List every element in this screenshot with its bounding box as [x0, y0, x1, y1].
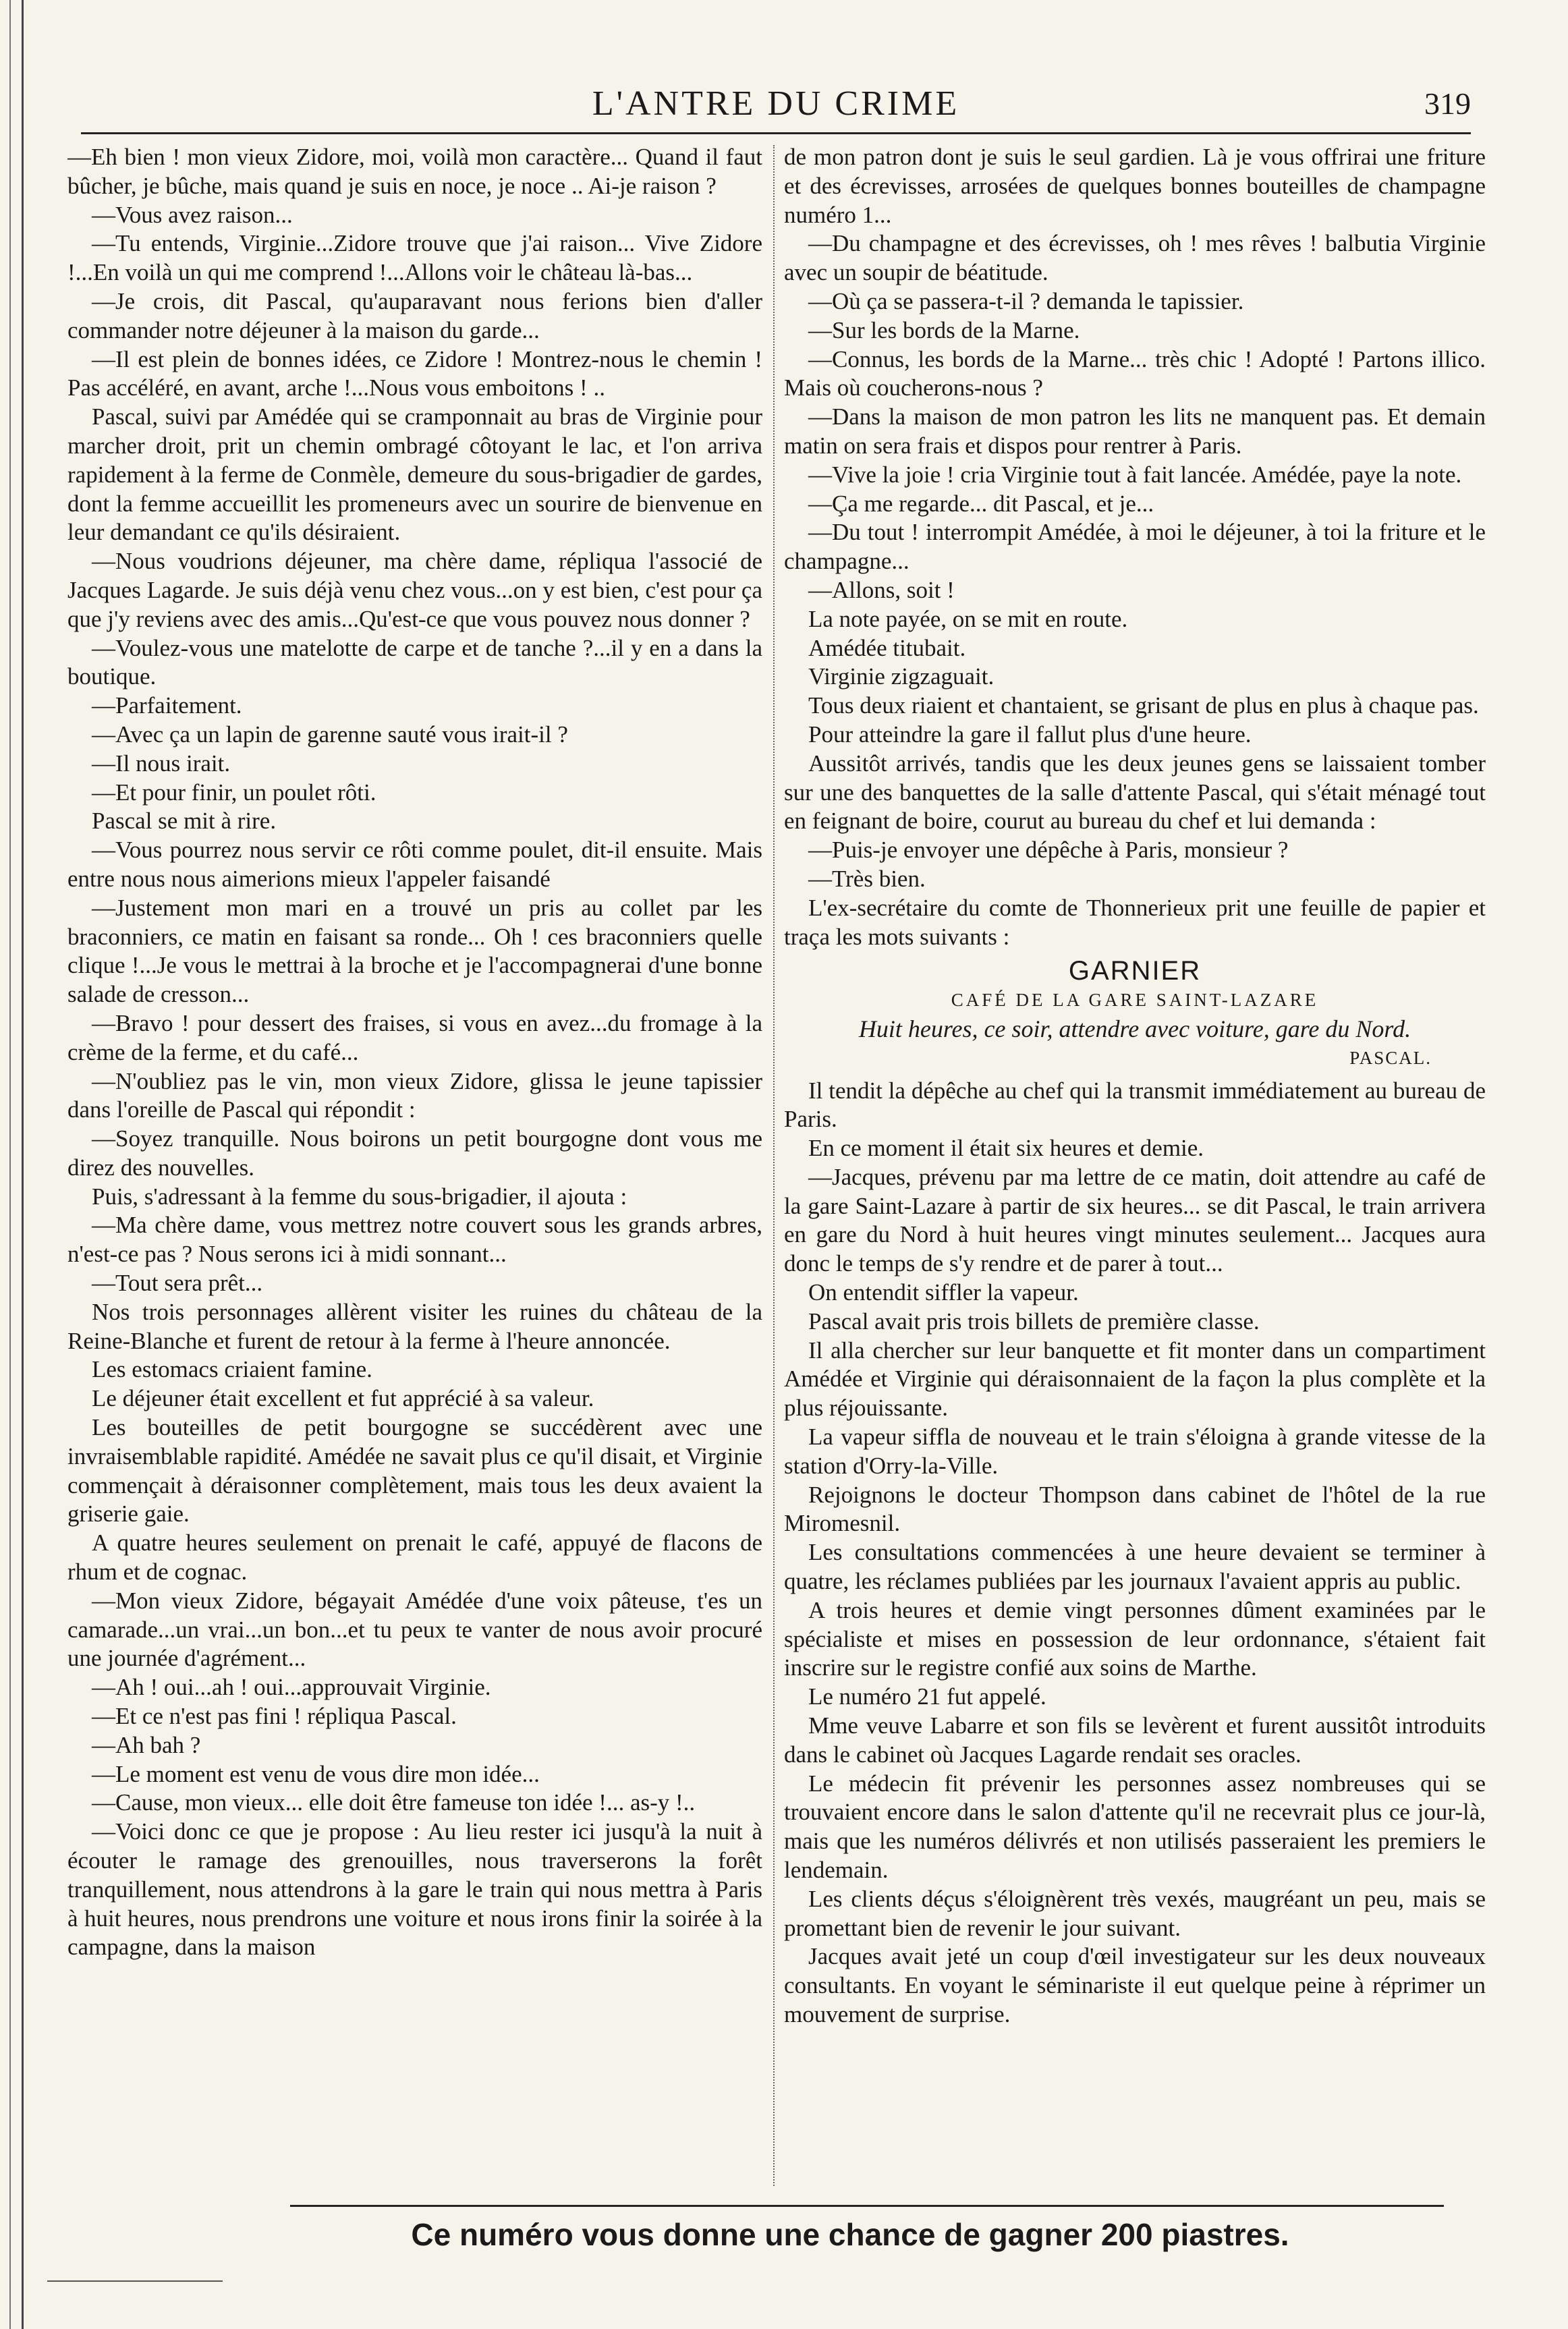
paragraph: de mon patron dont je suis le seul gardien. Là je vous offrirai une friture et des écrevisses, arrosées de quelques bonnes bouteilles de champagne numéro 1...	[784, 144, 1486, 228]
telegram-signature: PASCAL.	[1349, 1047, 1432, 1068]
paragraph: —Parfaitement.	[92, 692, 242, 719]
bottom-rule	[47, 2280, 223, 2282]
telegram-recipient: GARNIER	[1068, 956, 1202, 986]
left-column	[67, 143, 762, 2197]
paragraph: —Ça me regarde... dit Pascal, et je...	[808, 490, 1154, 517]
paragraph: —Vive la joie ! cria Virginie tout à fait lancée. Amédée, paye la note.	[808, 461, 1462, 488]
paragraph: —Eh bien ! mon vieux Zidore, moi, voilà mon caractère... Quand il faut bûcher, je bûche, mais quand je suis en noce, je noce .. Ai-je raison ?	[67, 144, 762, 199]
paragraph: —Puis-je envoyer une dépêche à Paris, monsieur ?	[808, 837, 1289, 864]
paragraph: Il tendit la dépêche au chef qui la transmit immédiatement au bureau de Paris.	[784, 1077, 1486, 1133]
footer-rule	[290, 2205, 1444, 2207]
paragraph: Virginie zigzaguait.	[808, 663, 995, 690]
paragraph: Puis, s'adressant à la femme du sous-brigadier, il ajouta :	[92, 1183, 627, 1210]
paragraph: —Ah ! oui...ah ! oui...approuvait Virginie.	[92, 1674, 491, 1701]
newspaper-page	[27, 0, 1552, 2329]
paragraph: Le médecin fit prévenir les personnes assez nombreuses qui se trouvaient encore dans le salon d'attente qu'il ne recevrait plus ce jour-là, mais que les numéros délivrés et non utilisés passeraient les premiers le lendemain.	[784, 1770, 1486, 1884]
paragraph: —Justement mon mari en a trouvé un pris au collet par les braconniers, ce matin en faisant sa ronde... Oh ! ces braconniers quelle clique !...Je vous le mettrai à la broche et je l'accompagnerai d'une bonne salade de cresson...	[67, 894, 762, 1008]
paragraph: —Sur les bords de la Marne.	[808, 316, 1080, 343]
paragraph: —Vous avez raison...	[92, 201, 293, 228]
paragraph: —Ah bah ?	[92, 1731, 201, 1758]
paragraph: —Voici donc ce que je propose : Au lieu rester ici jusqu'à la nuit à écouter le ramage des grenouilles, nous traverserons la forêt tranquillement, nous attendrons à la gare le train qui nous mettra à Paris à huit heures, nous prendrons une voiture et nous irons finir la soirée à la campagne, dans la maison	[67, 1818, 762, 1961]
paragraph: Les bouteilles de petit bourgogne se succédèrent avec une invraisemblable rapidité. Amédée ne savait plus ce qu'il disait, et Virginie commençait à déraisonner complètement, mais tous les deux avaient la griserie gaie.	[67, 1414, 762, 1527]
paragraph: Le numéro 21 fut appelé.	[808, 1683, 1046, 1710]
header-rule	[81, 132, 1471, 134]
paragraph: En ce moment il était six heures et demie.	[808, 1135, 1204, 1162]
paragraph: —Vous pourrez nous servir ce rôti comme poulet, dit-il ensuite. Mais entre nous nous aimerions mieux l'appeler faisandé	[67, 837, 762, 892]
page-number: 319	[1424, 86, 1471, 121]
page-header	[81, 80, 1471, 127]
paragraph: —Connus, les bords de la Marne... très chic ! Adopté ! Partons illico. Mais où coucherons-nous ?	[784, 345, 1486, 401]
paragraph: —Tout sera prêt...	[92, 1270, 263, 1297]
telegram-message: Huit heures, ce soir, attendre avec voiture, gare du Nord.	[858, 1015, 1411, 1042]
column-divider	[773, 145, 775, 2186]
paragraph: Les consultations commencées à une heure devaient se terminer à quatre, les réclames publiées par les journaux l'avaient appris au public.	[784, 1539, 1486, 1595]
right-column	[784, 143, 1486, 2197]
paragraph: Le déjeuner était excellent et fut apprécié à sa valeur.	[92, 1385, 594, 1412]
paragraph: La vapeur siffla de nouveau et le train s'éloigna à grande vitesse de la station d'Orry-la-Ville.	[784, 1424, 1486, 1479]
paragraph: —Du tout ! interrompit Amédée, à moi le déjeuner, à toi la friture et le champagne...	[784, 519, 1486, 575]
paragraph: —Très bien.	[808, 865, 926, 892]
page-title: L'ANTRE DU CRIME	[592, 84, 960, 123]
footer-banner: Ce numéro vous donne une chance de gagner 200 piastres.	[411, 2217, 1289, 2252]
paragraph: On entendit siffler la vapeur.	[808, 1279, 1079, 1306]
telegram-address: CAFÉ DE LA GARE SAINT-LAZARE	[951, 990, 1319, 1011]
paragraph: A trois heures et demie vingt personnes dûment examinées par le spécialiste et mises en possession de leur ordonnance, s'étaient fait inscrire sur le registre confié aux soins de Marthe.	[784, 1596, 1486, 1681]
paragraph: —Il nous irait.	[92, 750, 231, 777]
paragraph: La note payée, on se mit en route.	[808, 605, 1128, 632]
paragraph: —Dans la maison de mon patron les lits ne manquent pas. Et demain matin on sera frais et dispos pour rentrer à Paris.	[784, 403, 1486, 459]
paragraph: —Voulez-vous une matelotte de carpe et de tanche ?...il y en a dans la boutique.	[67, 634, 762, 690]
paragraph: —Nous voudrions déjeuner, ma chère dame, répliqua l'associé de Jacques Lagarde. Je suis déjà venu chez vous...on y est bien, c'est pour ça que j'y reviens avec des amis...Qu'est-ce que vous pouvez nous donner ?	[67, 548, 762, 632]
binding-edge	[0, 0, 24, 2329]
paragraph: —Et ce n'est pas fini ! répliqua Pascal.	[92, 1703, 457, 1730]
paragraph: —Du champagne et des écrevisses, oh ! mes rêves ! balbutia Virginie avec un soupir de béatitude.	[784, 230, 1486, 286]
paragraph: —Le moment est venu de vous dire mon idée...	[92, 1760, 540, 1787]
right-column-before	[784, 143, 1486, 951]
paragraph: —Ma chère dame, vous mettrez notre couvert sous les grands arbres, n'est-ce pas ? Nous serons ici à midi sonnant...	[67, 1212, 762, 1268]
paragraph: Pour atteindre la gare il fallut plus d'une heure.	[808, 721, 1252, 748]
paragraph: Mme veuve Labarre et son fils se levèrent et furent aussitôt introduits dans le cabinet où Jacques Lagarde rendait ses oracles.	[784, 1712, 1486, 1768]
paragraph: Les clients déçus s'éloignèrent très vexés, maugréant un peu, mais se promettant bien de revenir le jour suivant.	[784, 1885, 1486, 1941]
paragraph: —Il est plein de bonnes idées, ce Zidore ! Montrez-nous le chemin ! Pas accéléré, en avant, arche !...Nous vous emboitons ! ..	[67, 345, 762, 401]
paragraph: Les estomacs criaient famine.	[92, 1356, 372, 1383]
paragraph: —Mon vieux Zidore, bégayait Amédée d'une voix pâteuse, t'es un camarade...un vrai...un bon...et tu peux te vanter de nous avoir procuré une journée d'agrément...	[67, 1587, 762, 1672]
paragraph: —Je crois, dit Pascal, qu'auparavant nous ferions bien d'aller commander notre déjeuner à la maison du garde...	[67, 287, 762, 343]
paragraph: Tous deux riaient et chantaient, se grisant de plus en plus à chaque pas.	[808, 692, 1479, 719]
paragraph: —N'oubliez pas le vin, mon vieux Zidore, glissa le jeune tapissier dans l'oreille de Pascal qui répondit :	[67, 1067, 762, 1123]
paragraph: Jacques avait jeté un coup d'œil investigateur sur les deux nouveaux consultants. En voyant le séminariste il eut quelque peine à réprimer un mouvement de surprise.	[784, 1943, 1486, 2027]
paragraph: Amédée titubait.	[808, 634, 966, 661]
paragraph: Pascal se mit à rire.	[92, 808, 277, 835]
paragraph: Il alla chercher sur leur banquette et fit monter dans un compartiment Amédée et Virginie qui déraisonnaient de la façon la plus complète et la plus réjouissante.	[784, 1337, 1486, 1422]
paragraph: —Allons, soit !	[808, 576, 955, 603]
paragraph: Nos trois personnages allèrent visiter les ruines du château de la Reine-Blanche et furent de retour à la ferme à l'heure annoncée.	[67, 1298, 762, 1354]
paragraph: —Tu entends, Virginie...Zidore trouve que j'ai raison... Vive Zidore !...En voilà un qui me comprend !...Allons voir le château là-bas...	[67, 230, 762, 286]
paragraph: —Soyez tranquille. Nous boirons un petit bourgogne dont vous me direz des nouvelles.	[67, 1125, 762, 1181]
paragraph: —Et pour finir, un poulet rôti.	[92, 779, 376, 806]
paragraph: —Où ça se passera-t-il ? demanda le tapissier.	[808, 287, 1244, 314]
paragraph: —Avec ça un lapin de garenne sauté vous irait-il ?	[92, 721, 568, 748]
paragraph: —Cause, mon vieux... elle doit être fameuse ton idée !... as-y !..	[92, 1789, 696, 1816]
paragraph: A quatre heures seulement on prenait le café, appuyé de flacons de rhum et de cognac.	[67, 1530, 762, 1586]
paragraph: Pascal, suivi par Amédée qui se cramponnait au bras de Virginie pour marcher droit, prit un chemin ombragé côtoyant le lac, et l'on arriva rapidement à la ferme de Conmèle, demeure du sous-brigadier de gardes, dont la femme accueillit les promeneurs avec un sourire de bienvenue en leur demandant ce qu'ils désiraient.	[67, 403, 762, 546]
paragraph: Rejoignons le docteur Thompson dans cabinet de l'hôtel de la rue Miromesnil.	[784, 1481, 1486, 1537]
paragraph: —Jacques, prévenu par ma lettre de ce matin, doit attendre au café de la gare Saint-Lazare à partir de six heures... se dit Pascal, le train arrivera en gare du Nord à huit heures vingt minutes seulement... Jacques aura donc le temps de s'y rendre et de parer à tout...	[784, 1163, 1486, 1277]
paragraph: Aussitôt arrivés, tandis que les deux jeunes gens se laissaient tomber sur une des banquettes de la salle d'attente Pascal, qui s'était ménagé tout en feignant de boire, courut au bureau du chef et lui demanda :	[784, 750, 1486, 835]
paragraph: Pascal avait pris trois billets de première classe.	[808, 1308, 1260, 1335]
paragraph: —Bravo ! pour dessert des fraises, si vous en avez...du fromage à la crème de la ferme, et du café...	[67, 1009, 762, 1065]
paragraph: L'ex-secrétaire du comte de Thonnerieux prit une feuille de papier et traça les mots suivants :	[784, 894, 1486, 950]
right-column-after	[784, 1077, 1486, 2029]
telegram	[784, 957, 1486, 1072]
